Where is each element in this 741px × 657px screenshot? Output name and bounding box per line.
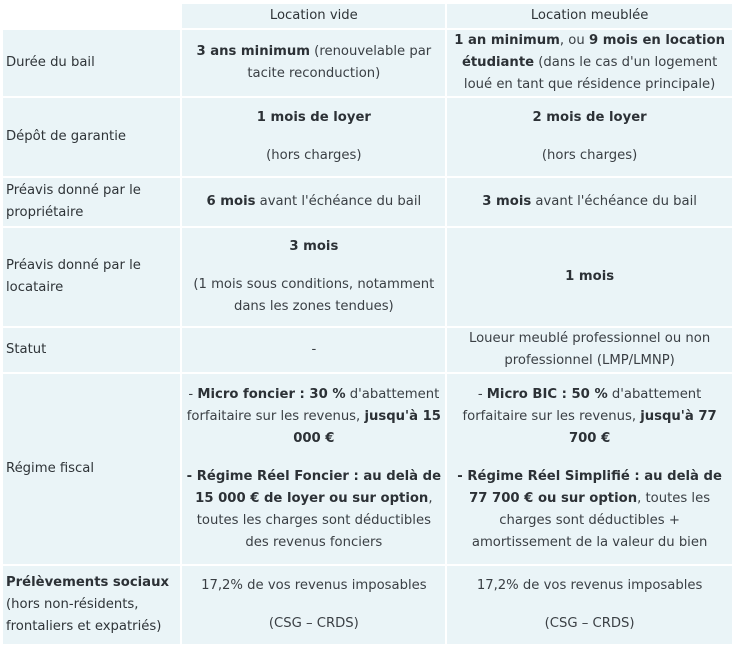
text: 17,2% de vos revenus imposables xyxy=(476,578,703,593)
bold-text: 3 mois xyxy=(289,239,339,254)
row-label: Durée du bail xyxy=(3,30,180,96)
cell-vide: - xyxy=(182,328,445,372)
table-row-depot-garantie xyxy=(3,98,732,176)
cell-vide xyxy=(182,228,445,326)
note-text: (CSG – CRDS) xyxy=(268,616,359,631)
text: - xyxy=(188,387,198,402)
text: (renouvelable par tacite reconduction) xyxy=(247,44,432,81)
table-header-row xyxy=(3,4,732,28)
row-label: Préavis donné par le locataire xyxy=(3,228,180,326)
note-text: (hors charges) xyxy=(266,148,362,163)
row-label: Dépôt de garantie xyxy=(3,98,180,176)
bold-text: Prélèvements sociaux xyxy=(6,575,169,590)
note-text: (CSG – CRDS) xyxy=(544,616,635,631)
bold-text: 3 mois xyxy=(482,194,532,209)
text: , ou xyxy=(559,33,589,48)
bold-text: jusqu'à 15 000 € xyxy=(293,409,441,446)
bold-text: jusqu'à 77 700 € xyxy=(568,409,717,446)
bold-text: Micro BIC : 50 % xyxy=(486,387,608,402)
comparison-table xyxy=(1,2,734,646)
table-row-preavis-locataire xyxy=(3,228,732,326)
table-row-preavis-proprietaire xyxy=(3,178,732,226)
table-row-regime-fiscal xyxy=(3,374,732,564)
header-location-meublee: Location meublée xyxy=(447,4,732,28)
row-label xyxy=(3,566,180,644)
cell-meublee xyxy=(447,374,732,564)
text: avant l'échéance du bail xyxy=(255,194,422,209)
text: (dans le cas d'un logement loué en tant que résidence principale) xyxy=(463,55,718,92)
cell-meublee xyxy=(447,178,732,226)
bold-text: 3 ans minimum xyxy=(196,44,310,59)
table-row-prelevements-sociaux xyxy=(3,566,732,644)
cell-vide xyxy=(182,178,445,226)
bold-text: - Régime Réel Simplifié : au delà de 77 700 € ou sur option xyxy=(457,469,722,506)
text: , toutes les charges sont déductibles + amortissement de la valeur du bien xyxy=(471,491,711,550)
label-note: (hors non-résidents, frontaliers et expatriés) xyxy=(6,597,162,634)
bold-text: Micro foncier : 30 % xyxy=(197,387,346,402)
header-location-vide: Location vide xyxy=(182,4,445,28)
note-text: (1 mois sous conditions, notamment dans les zones tendues) xyxy=(193,277,435,314)
row-label: Régime fiscal xyxy=(3,374,180,564)
header-empty-cell xyxy=(3,4,180,28)
text: - xyxy=(477,387,487,402)
row-label: Préavis donné par le propriétaire xyxy=(3,178,180,226)
cell-vide xyxy=(182,98,445,176)
bold-text: 9 mois en location étudiante xyxy=(461,33,725,70)
cell-meublee xyxy=(447,566,732,644)
bold-text: 2 mois de loyer xyxy=(532,110,647,125)
table-row-statut xyxy=(3,328,732,372)
cell-meublee xyxy=(447,228,732,326)
text: , toutes les charges sont déductibles des revenus fonciers xyxy=(196,491,433,550)
text: d'abattement forfaitaire sur les revenus, xyxy=(186,387,440,424)
cell-vide xyxy=(182,30,445,96)
text: avant l'échéance du bail xyxy=(531,194,697,209)
bold-text: - Régime Réel Foncier : au delà de 15 000 € de loyer ou sur option xyxy=(186,469,442,506)
cell-meublee: Loueur meublé professionnel ou non professionnel (LMP/LMNP) xyxy=(447,328,732,372)
row-label: Statut xyxy=(3,328,180,372)
bold-text: 6 mois xyxy=(206,194,256,209)
table-row-duree-bail xyxy=(3,30,732,96)
cell-vide xyxy=(182,374,445,564)
bold-text: 1 an minimum xyxy=(454,33,560,48)
note-text: (hors charges) xyxy=(541,148,638,163)
text: d'abattement forfaitaire sur les revenus, xyxy=(462,387,702,424)
cell-meublee xyxy=(447,98,732,176)
bold-text: 1 mois xyxy=(565,269,615,284)
cell-vide xyxy=(182,566,445,644)
bold-text: 1 mois de loyer xyxy=(256,110,371,125)
text: 17,2% de vos revenus imposables xyxy=(201,578,427,593)
cell-meublee xyxy=(447,30,732,96)
